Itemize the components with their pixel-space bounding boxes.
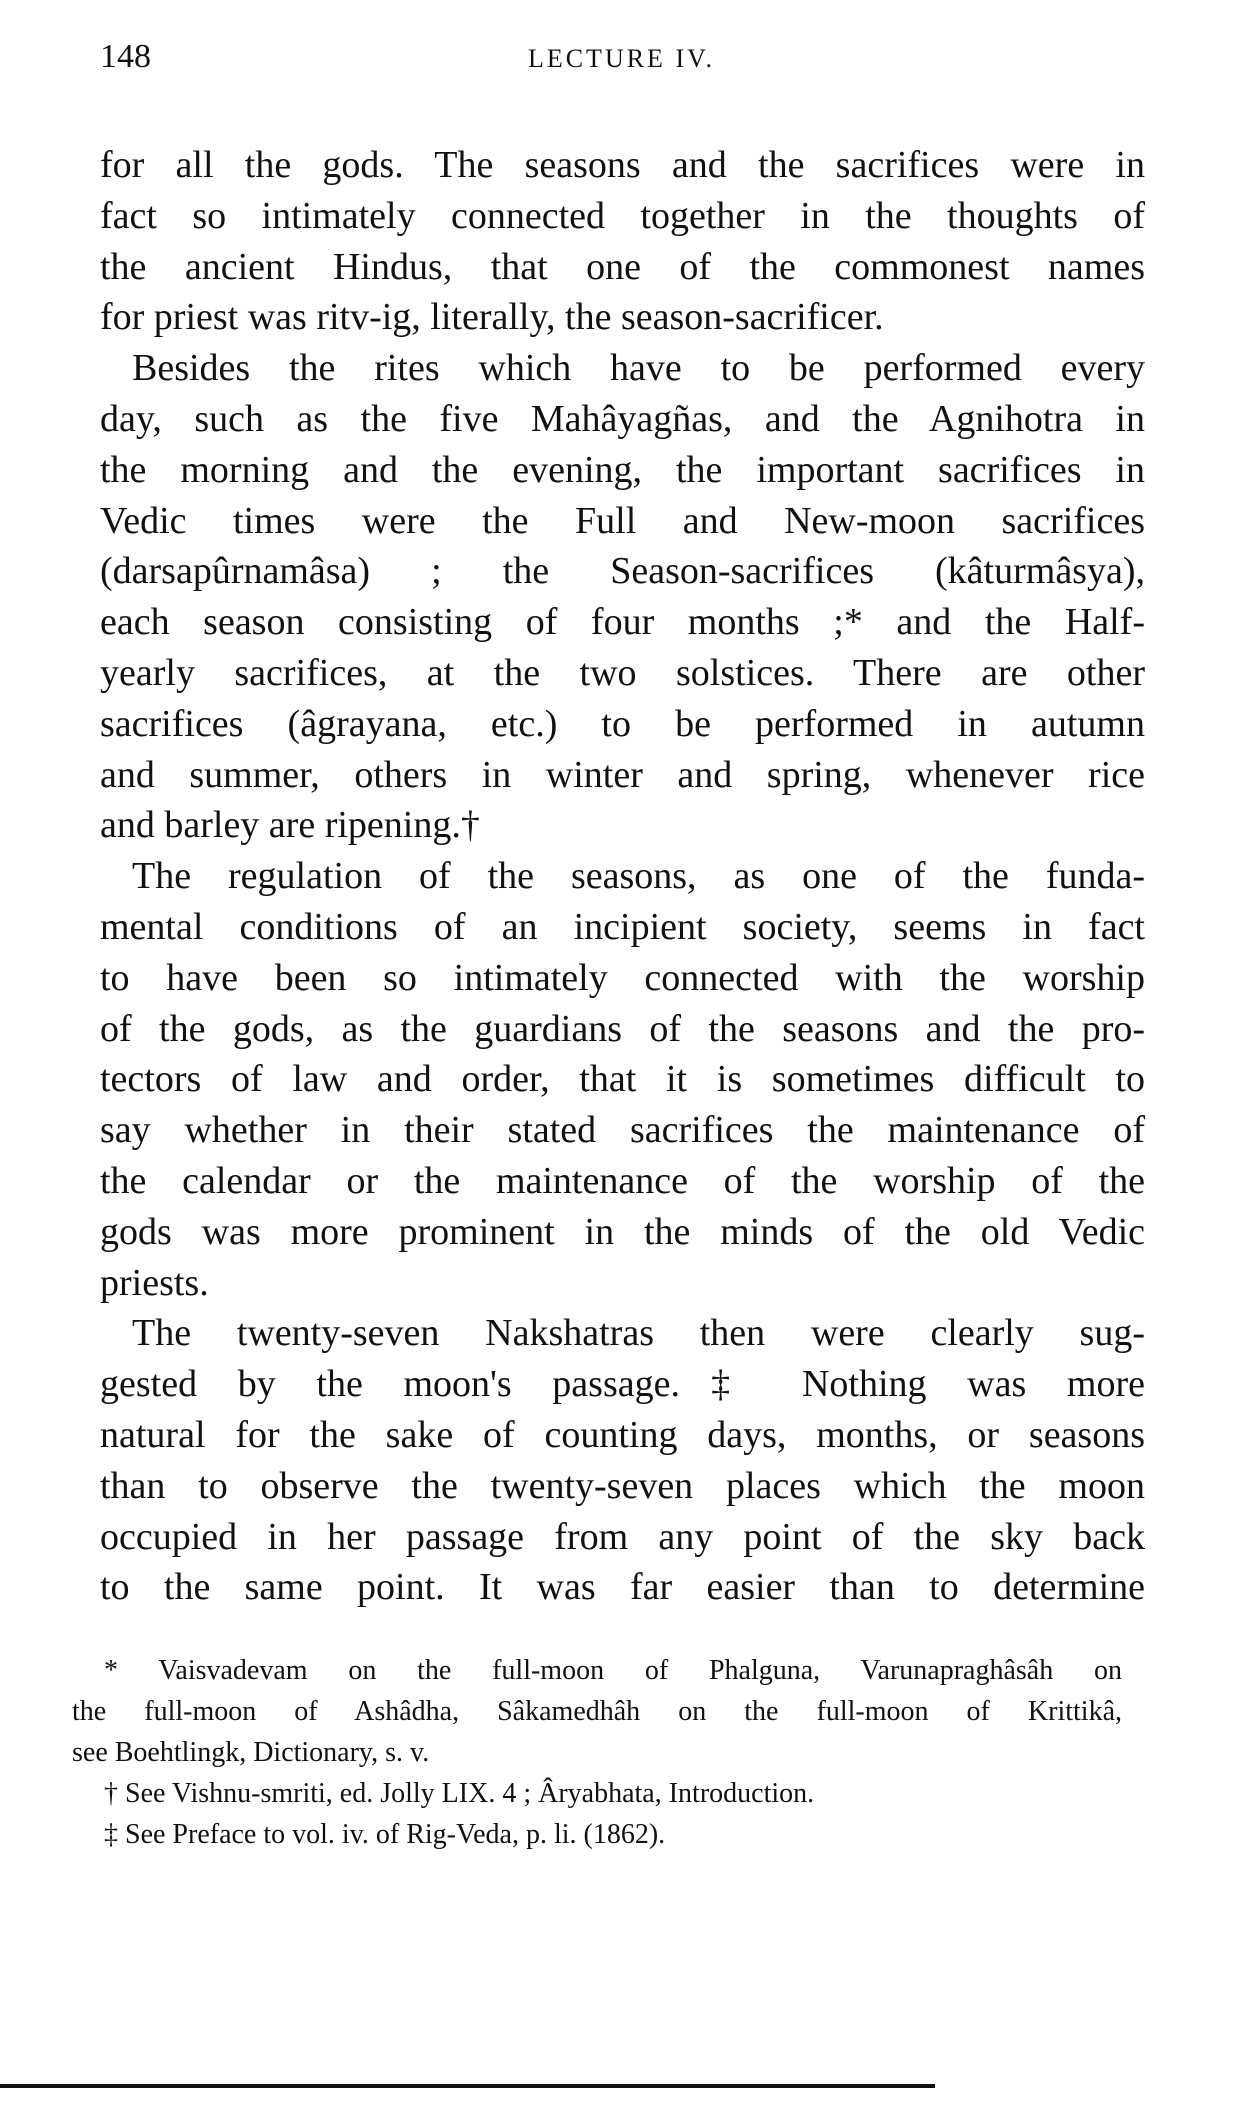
text-line: of the gods, as the guardians of the seasons and the pro- <box>100 1007 1145 1050</box>
text-line: than to observe the twenty-seven places which the moon <box>100 1464 1145 1507</box>
running-title: LECTURE IV. <box>527 44 716 73</box>
text-line: priests. <box>100 1261 209 1304</box>
footnote-line: ‡ See Preface to vol. iv. of Rig-Veda, p. li. (1862). <box>104 1819 666 1850</box>
footnotes <box>72 1650 1122 1855</box>
text-line: mental conditions of an incipient society, seems in fact <box>100 905 1145 948</box>
text-line: each season consisting of four months ;* and the Half- <box>100 601 1145 644</box>
text-line: day, such as the five Mahâyagñas, and the Agnihotra in <box>100 397 1145 440</box>
text-line: to the same point. It was far easier than to determine <box>100 1566 1145 1609</box>
text-line: fact so intimately connected together in the thoughts of <box>100 194 1145 237</box>
text-line: gods was more prominent in the minds of the old Vedic <box>100 1210 1145 1253</box>
bottom-rule <box>0 2084 935 2088</box>
text-line: and summer, others in winter and spring, whenever rice <box>100 753 1145 796</box>
text-line: The regulation of the seasons, as one of the funda- <box>132 855 1145 898</box>
text-line: (darsapûrnamâsa) ; the Season-sacrifices (kâturmâsya), <box>100 550 1145 593</box>
footnote-line: the full-moon of Ashâdha, Sâkamedhâh on the full-moon of Krittikâ, <box>72 1696 1122 1727</box>
text-line: the calendar or the maintenance of the worship of the <box>100 1159 1145 1202</box>
text-line: natural for the sake of counting days, months, or seasons <box>100 1413 1145 1456</box>
text-line: yearly sacrifices, at the two solstices. There are other <box>100 651 1145 694</box>
text-line: and barley are ripening.† <box>100 804 480 847</box>
footnote-line: see Boehtlingk, Dictionary, s. v. <box>72 1737 430 1768</box>
text-line: sacrifices (âgrayana, etc.) to be performed in autumn <box>100 702 1145 745</box>
text-line: for priest was ritv-ig, literally, the season-sacrificer. <box>100 296 884 339</box>
footnote-line: † See Vishnu-smriti, ed. Jolly LIX. 4 ; Âryabhata, Introduction. <box>104 1778 815 1809</box>
text-line: the ancient Hindus, that one of the commonest names <box>100 245 1145 288</box>
text-line: the morning and the evening, the important sacrifices in <box>100 448 1145 491</box>
body-text <box>100 140 1145 1613</box>
text-line: occupied in her passage from any point of the sky back <box>100 1515 1145 1558</box>
text-line: Besides the rites which have to be performed every <box>132 347 1145 390</box>
text-line: for all the gods. The seasons and the sacrifices were in <box>100 144 1145 186</box>
text-line: gested by the moon's passage.‡ Nothing was more <box>100 1363 1145 1406</box>
page-number: 148 <box>100 38 151 75</box>
text-line: The twenty-seven Nakshatras then were clearly sug- <box>132 1312 1145 1355</box>
footnote-line: * Vaisvadevam on the full-moon of Phalguna, Varunapraghâsâh on <box>104 1655 1122 1686</box>
text-line: Vedic times were the Full and New-moon sacrifices <box>100 499 1145 542</box>
text-line: tectors of law and order, that it is sometimes difficult to <box>100 1058 1145 1101</box>
text-line: to have been so intimately connected with the worship <box>100 956 1145 999</box>
text-line: say whether in their stated sacrifices the maintenance of <box>100 1109 1145 1152</box>
